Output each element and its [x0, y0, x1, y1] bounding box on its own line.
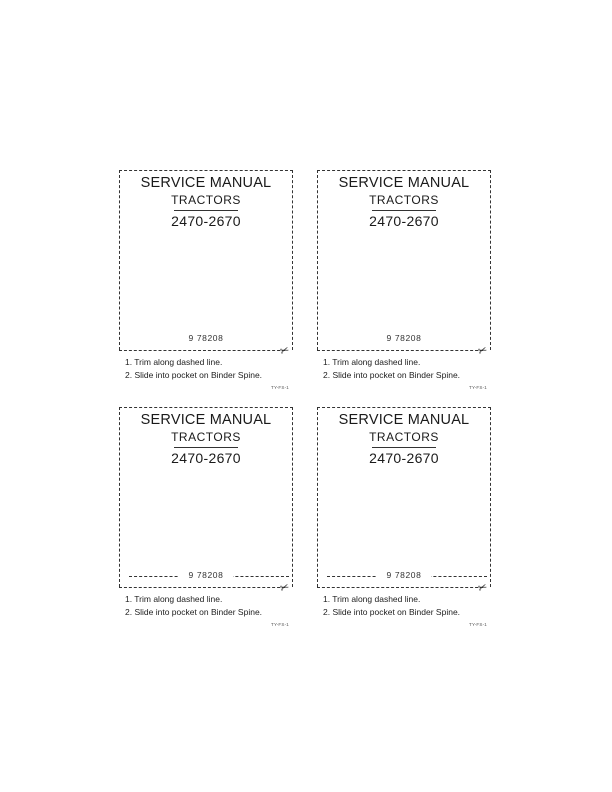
card-title: SERVICE MANUAL [338, 175, 470, 191]
instruction-trim: 1. Trim along dashed line. [323, 594, 421, 604]
instruction-slide: 2. Slide into pocket on Binder Spine. [125, 607, 263, 617]
card-models: 2470-2670 [369, 213, 439, 229]
spine-label-card [317, 170, 497, 390]
card-subtitle: TRACTORS [171, 193, 241, 207]
part-number: 9 78208 [188, 333, 224, 343]
instruction-slide: 2. Slide into pocket on Binder Spine. [323, 370, 461, 380]
instruction-slide: 2. Slide into pocket on Binder Spine. [323, 607, 461, 617]
scissors-icon: ✂ [476, 580, 490, 596]
form-code: TY-FS-1 [469, 385, 487, 390]
spine-label-card [119, 407, 299, 627]
scissors-icon: ✂ [278, 580, 292, 596]
scissors-icon: ✂ [476, 343, 490, 359]
form-code: TY-FS-1 [271, 622, 289, 627]
part-number: 9 78208 [179, 570, 233, 580]
spine-label-card [317, 407, 497, 627]
card-subtitle: TRACTORS [369, 430, 439, 444]
scissors-icon: ✂ [278, 343, 292, 359]
card-title: SERVICE MANUAL [140, 412, 272, 428]
card-title: SERVICE MANUAL [338, 412, 470, 428]
subtitle-rule [174, 210, 238, 211]
card-subtitle: TRACTORS [369, 193, 439, 207]
subtitle-rule [372, 210, 436, 211]
dashed-trim-line [317, 350, 483, 351]
instruction-slide: 2. Slide into pocket on Binder Spine. [125, 370, 263, 380]
instruction-trim: 1. Trim along dashed line. [125, 594, 223, 604]
card-models: 2470-2670 [369, 450, 439, 466]
instruction-trim: 1. Trim along dashed line. [125, 357, 223, 367]
card-models: 2470-2670 [171, 213, 241, 229]
card-subtitle: TRACTORS [171, 430, 241, 444]
subtitle-rule [174, 447, 238, 448]
card-title: SERVICE MANUAL [140, 175, 272, 191]
instruction-trim: 1. Trim along dashed line. [323, 357, 421, 367]
part-number: 9 78208 [386, 333, 422, 343]
card-models: 2470-2670 [171, 450, 241, 466]
form-code: TY-FS-1 [271, 385, 289, 390]
form-code: TY-FS-1 [469, 622, 487, 627]
dashed-trim-line [317, 587, 483, 588]
dashed-trim-line [119, 350, 285, 351]
spine-label-card [119, 170, 299, 390]
dashed-trim-line [119, 587, 285, 588]
subtitle-rule [372, 447, 436, 448]
part-number: 9 78208 [377, 570, 431, 580]
